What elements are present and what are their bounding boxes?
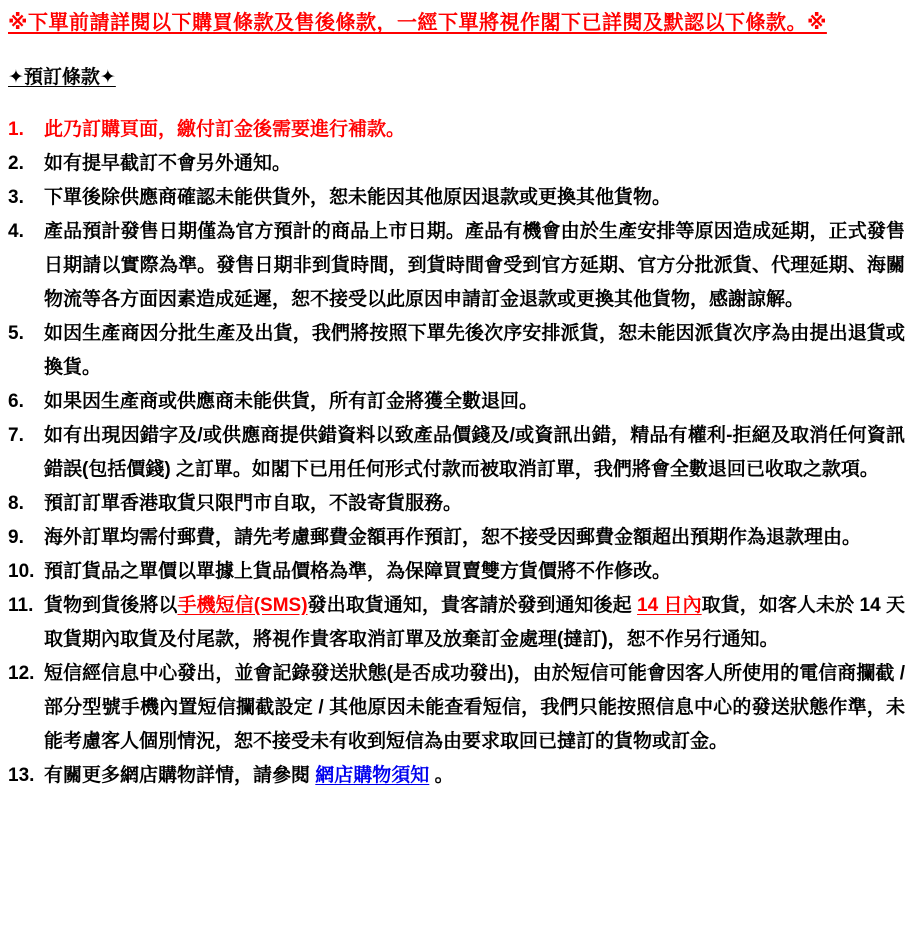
term-item-1 (8, 113, 907, 147)
term-item-8 (8, 487, 907, 521)
term-segment: 海外訂單均需付郵費，請先考慮郵費金額再作預訂，恕不接受因郵費金額超出預期作為退款理由。 (44, 527, 862, 548)
term-item-5 (8, 317, 907, 385)
term-text (44, 759, 907, 793)
term-segment: 下單後除供應商確認未能供貨外，恕未能因其他原因退款或更換其他貨物。 (44, 187, 672, 208)
term-number: 4. (8, 221, 24, 242)
term-text (44, 113, 907, 147)
term-segment: 如有出現因錯字及/或供應商提供錯資料以致產品價錢及/或資訊出錯，精品有權利-拒絕及取消任何資訊錯誤(包括價錢) 之訂單。如閣下已用任何形式付款而被取消訂單，我們將會全數退回已收取之款項。 (44, 425, 905, 480)
preorder-terms-heading: ✦預訂條款✦ (8, 67, 116, 88)
term-number: 3. (8, 187, 24, 208)
term-number: 13. (8, 765, 35, 786)
term-number: 2. (8, 153, 24, 174)
purchase-notice-banner: ※下單前請詳閱以下購買條款及售後條款，一經下單將視作閣下已詳閱及默認以下條款。※ (8, 12, 827, 34)
term-number: 10. (8, 561, 35, 582)
terms-list (8, 113, 907, 793)
term-item-11 (8, 589, 907, 657)
term-segment: 有關更多網店購物詳情，請參閱 (44, 765, 316, 786)
term-text (44, 487, 907, 521)
term-text (44, 181, 907, 215)
term-segment: 。 (429, 765, 454, 786)
store-shopping-guide-link[interactable]: 網店購物須知 (315, 765, 430, 786)
term-item-3 (8, 181, 907, 215)
term-segment: 如有提早截訂不會另外通知。 (44, 153, 292, 174)
term-item-2 (8, 147, 907, 181)
term-number: 5. (8, 323, 24, 344)
term-segment: 如果因生產商或供應商未能供貨，所有訂金將獲全數退回。 (44, 391, 539, 412)
term-item-13 (8, 759, 907, 793)
term-segment: 此乃訂購頁面，繳付訂金後需要進行補款。 (44, 119, 406, 140)
term-item-12 (8, 657, 907, 759)
term-text (44, 419, 907, 487)
term-segment: 產品預計發售日期僅為官方預計的商品上市日期。產品有機會由於生產安排等原因造成延期，正式發售日期請以實際為準。發售日期非到貨時間，到貨時間會受到官方延期、官方分批派貨、代理延期、海關物流等各方面因素造成延遲，恕不接受以此原因申請訂金退款或更換其他貨物，感謝諒解。 (44, 221, 905, 310)
term-text (44, 215, 907, 317)
term-text (44, 657, 907, 759)
term-text (44, 385, 907, 419)
term-segment: 發出取貨通知，貴客請於發到通知後起 (307, 595, 638, 616)
term-item-9 (8, 521, 907, 555)
term-number: 1. (8, 119, 24, 140)
highlight-text: 手機短信(SMS) (177, 595, 308, 616)
term-text (44, 521, 907, 555)
term-text (44, 555, 907, 589)
term-number: 7. (8, 425, 24, 446)
term-number: 12. (8, 663, 35, 684)
term-segment: 如因生產商因分批生產及出貨，我們將按照下單先後次序安排派貨，恕未能因派貨次序為由提出退貨或換貨。 (44, 323, 905, 378)
term-item-4 (8, 215, 907, 317)
highlight-text: 14 日內 (637, 595, 702, 616)
term-item-7 (8, 419, 907, 487)
term-segment: 預訂訂單香港取貨只限門市自取，不設寄貨服務。 (44, 493, 463, 514)
term-number: 11. (8, 595, 34, 616)
term-number: 8. (8, 493, 24, 514)
term-segment: 貨物到貨後將以 (44, 595, 178, 616)
term-text (44, 317, 907, 385)
term-item-6 (8, 385, 907, 419)
term-number: 6. (8, 391, 24, 412)
term-segment: 短信經信息中心發出，並會記錄發送狀態(是否成功發出)，由於短信可能會因客人所使用的電信商攔截 / 部分型號手機內置短信攔截設定 / 其他原因未能查看短信，我們只能按照信息中心的發送狀態作準，未能考慮客人個別情況，恕不接受未有收到短信為由要求取回已撻訂的貨物或訂金。 (44, 663, 905, 752)
term-text (44, 589, 907, 657)
term-segment: 預訂貨品之單價以單據上貨品價格為準，為保障買賣雙方貨價將不作修改。 (44, 561, 672, 582)
term-text (44, 147, 907, 181)
term-number: 9. (8, 527, 24, 548)
term-item-10 (8, 555, 907, 589)
term-segment: 取貨，如客人未於 14 天取貨期內取貨及付尾款，將視作貴客取消訂單及放棄訂金處理(撻訂)，恕不作另行通知。 (44, 595, 905, 650)
